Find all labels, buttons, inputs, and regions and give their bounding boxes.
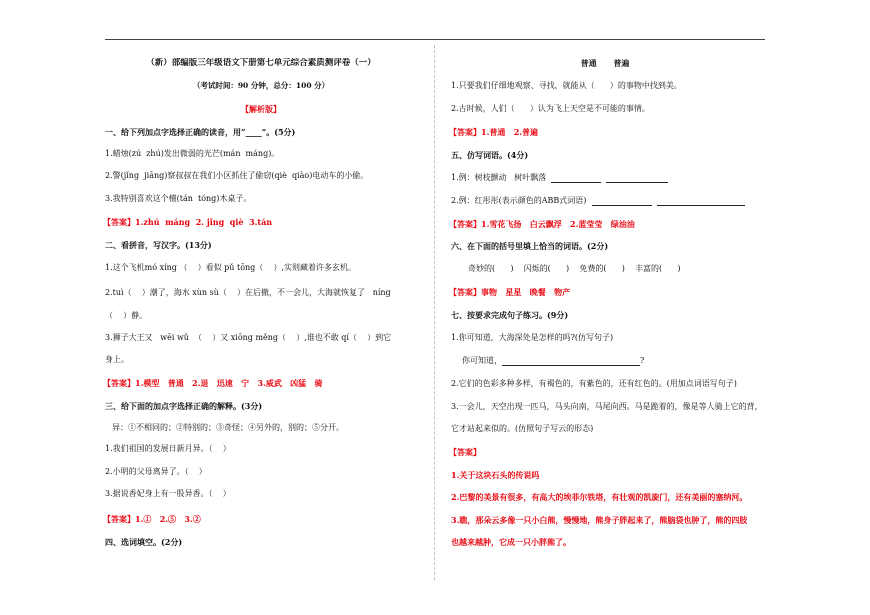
q1-item-3: 3.我特别喜欢这个檀(tán tóng)木桌子。: [105, 194, 252, 203]
q7-item-3-line-2: 它才站起来似的。(仿照句子写云的形态): [451, 424, 594, 433]
q4-word-choices: 普通 普遍: [580, 58, 630, 68]
q5-item-2: [451, 196, 745, 206]
q7-item-2: 2.它们的色彩多种多样，有褐色的，有紫色的，还有红色的。(用加点词语写句子): [451, 379, 737, 388]
q4-item-2: 2.古时候，人们（ ）认为飞上天空是不可能的事情。: [451, 104, 650, 113]
q2-line-1: 1.这个飞机mó xíng （ ）看似 pǔ tōng（ ）,实则藏着许多玄机。: [105, 263, 357, 272]
q2-line-4: 3.狮子大王又 wēi wǔ （ ）又 xiōng měng（ ）,谁也不敢 qí（ ）到它: [105, 333, 392, 342]
q3-item-2: 2.小明的父母离异了。（ ）: [105, 467, 207, 476]
q7-item-3-line-1: 3.一会儿，天空出现一匹马，马头向南，马尾向西。马是跪着的，像是等人骑上它的背，: [451, 402, 763, 411]
edition-tag: 【解析版】: [241, 104, 281, 114]
exam-info: （考试时间：90 分钟，总分：100 分）: [192, 81, 330, 90]
q2-line-5: 身上。: [105, 355, 129, 364]
q6-heading: 六、在下面的括号里填上恰当的词语。(2分): [451, 241, 609, 251]
q1-item-1: 1.蜡烛(zú zhú)发出微弱的光芒(mán máng)。: [105, 149, 280, 158]
q1-heading: 一、给下列加点字选择正确的读音，用“____”。(5分): [105, 127, 296, 137]
answer-blank: [657, 197, 745, 206]
page-title: （新）部编版三年级语文下册第七单元综合素质测评卷（一）: [146, 58, 376, 68]
answer-blank: [592, 197, 652, 206]
column-divider: [434, 45, 435, 580]
q5-item-2-text: 2.例：红彤彤(表示颜色的ABB式词语): [451, 196, 587, 205]
q3-item-3: 3.据说香妃身上有一股异香。（ ）: [105, 489, 231, 498]
q7-item-1-prompt-text: 你可知道，: [462, 356, 502, 365]
q7-answer-2: 2.巴黎的美景有很多，有高大的埃菲尔铁塔，有壮观的凯旋门，还有美丽的塞纳河。: [451, 492, 748, 502]
q7-answer-label: 【答案】: [449, 447, 481, 457]
q3-answer: 【答案】1.① 2.⑤ 3.②: [103, 514, 201, 524]
q5-item-1-text: 1.例：树枝颤动 树叶飘落: [451, 173, 547, 182]
q6-answer: 【答案】事物 星星 晚餐 物产: [449, 287, 571, 297]
q7-heading: 七、按要求完成句子练习。(9分): [451, 310, 569, 320]
q2-answer: 【答案】1.模型 普通 2.退 迅速 宁 3.威武 凶猛 骑: [103, 378, 323, 388]
answer-blank: [502, 357, 640, 366]
q4-answer: 【答案】1.普通 2.普遍: [449, 127, 539, 137]
q7-answer-1: 1.关于这块石头的传说吗: [451, 470, 540, 480]
q7-item-1: 1.你可知道，大海深处是怎样的吗?(仿写句子): [451, 333, 614, 342]
q2-line-3: （ ）静。: [105, 311, 148, 320]
q3-definition: 异：①不相同的；②特别的；③奇怪；④另外的，别的；⑤分开。: [112, 423, 344, 432]
answer-blank: [551, 174, 601, 183]
q5-item-1: [451, 173, 668, 183]
q5-heading: 五、仿写词语。(4分): [451, 150, 529, 160]
q4-heading: 四、选词填空。(2分): [105, 537, 183, 547]
q7-answer-4: 也越来越肿，它成一只小胖熊了。: [451, 537, 571, 547]
q1-answer: 【答案】1.zhú máng 2. jǐng qiè 3.tán: [103, 217, 273, 227]
q6-word-blanks: 奇妙的( ) 闪烁的( ) 免费的( ) 丰富的( ): [468, 264, 681, 273]
q2-heading: 二、看拼音，写汉字。(13分): [105, 240, 212, 250]
q5-answer: 【答案】1.雪花飞扬 白云飘浮 2.蓝莹莹 绿油油: [449, 219, 635, 229]
q1-item-2: 2.警(jǐng jiāng)察叔叔在我们小区抓住了偷窃(qiè qiào)电动车的小偷。: [105, 171, 369, 180]
answer-blank: [606, 174, 668, 183]
top-rule: [105, 39, 765, 40]
q7-item-1-end: ?: [640, 356, 645, 365]
q3-heading: 三、给下面的加点字选择正确的解释。(3分): [105, 401, 263, 411]
q7-item-1-prompt: [462, 356, 644, 366]
q7-answer-3: 3.瞧，那朵云多像一只小白熊，慢慢地，熊身子胖起来了，熊脑袋也肿了，熊的四肢: [451, 515, 748, 525]
q4-item-1: 1.只要我们仔细地观察、寻找，就能从（ ）的事物中找到美。: [451, 81, 682, 90]
q2-line-2: 2.tuì（ ）潮了，海水 xùn sù（ ）在后撤，不一会儿，大海就恢复了 níng: [105, 288, 391, 297]
q3-item-1: 1.我们祖国的发展日新月异。（ ）: [105, 444, 231, 453]
